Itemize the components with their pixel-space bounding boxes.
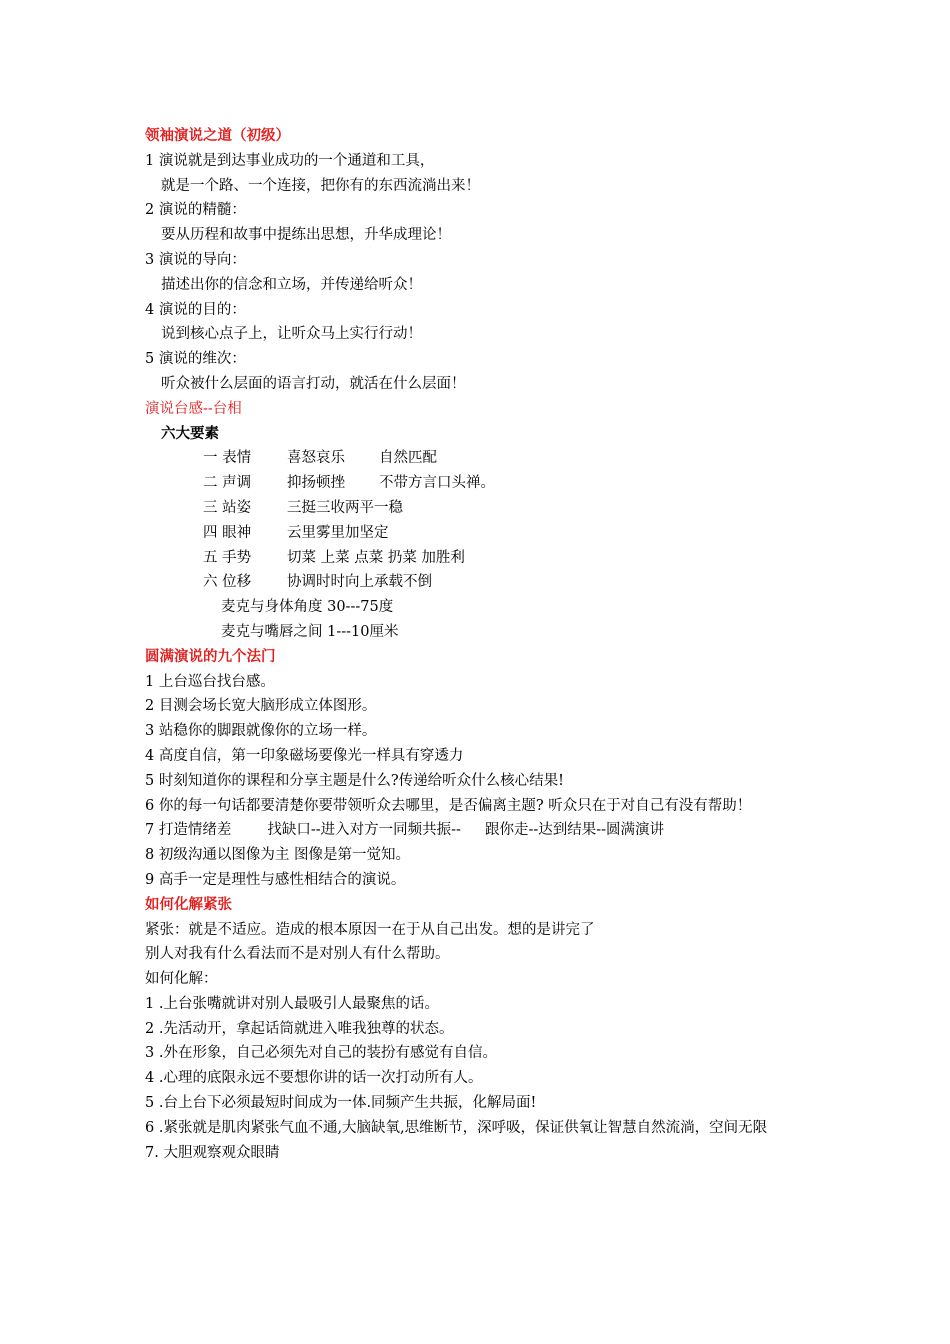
list-item: 3 演说的导向： bbox=[145, 251, 246, 268]
list-item: 1 .上台张嘴就讲对别人最吸引人最聚焦的话。 bbox=[145, 995, 439, 1012]
list-item: 4 演说的目的： bbox=[145, 301, 246, 318]
element-row: 五 手势 切菜 上菜 点菜 扔菜 加胜利 bbox=[203, 549, 465, 566]
list-item: 1 演说就是到达事业成功的一个通道和工具， bbox=[145, 152, 435, 169]
list-item: 3 .外在形象，自己必须先对自己的装扮有感觉有自信。 bbox=[145, 1045, 497, 1062]
list-item: 4 .心理的底限永远不要想你讲的话一次打动所有人。 bbox=[145, 1070, 483, 1087]
list-item-body: 要从历程和故事中提练出思想，升华成理论！ bbox=[161, 227, 451, 244]
element-row: 一 表情 喜怒哀乐 自然匹配 bbox=[203, 450, 437, 467]
list-item: 2 演说的精髓： bbox=[145, 202, 246, 219]
list-item: 6 .紧张就是肌肉紧张气血不通,大脑缺氧,思维断节，深呼吸，保证供氧让智慧自然流淌，空间无限 bbox=[145, 1119, 768, 1136]
section-title-relieve-nervousness: 如何化解紧张 bbox=[145, 895, 232, 913]
list-item: 6 你的每一句话都要清楚你要带领听众去哪里，是否偏离主题? 听众只在于对自己有没有帮助！ bbox=[145, 797, 752, 814]
intro-text: 紧张：就是不适应。造成的根本原因一在于从自己出发。想的是讲完了 bbox=[145, 921, 595, 938]
list-item: 2 .先活动开，拿起话筒就进入唯我独尊的状态。 bbox=[145, 1020, 454, 1037]
mic-distance-note: 麦克与嘴唇之间 1---10厘米 bbox=[221, 623, 399, 640]
list-item-body: 听众被什么层面的语言打动，就活在什么层面！ bbox=[161, 375, 466, 392]
list-item: 5 演说的维次： bbox=[145, 351, 246, 368]
document-content bbox=[145, 124, 805, 1165]
list-item-body: 就是一个路、一个连接，把你有的东西流淌出来！ bbox=[161, 177, 480, 194]
element-row: 六 位移 协调时时向上承载不倒 bbox=[203, 574, 432, 591]
section-title-nine-methods: 圆满演说的九个法门 bbox=[145, 647, 276, 665]
list-item: 5 时刻知道你的课程和分享主题是什么?传递给听众什么核心结果! bbox=[145, 772, 564, 789]
list-item: 7. 大胆观察观众眼睛 bbox=[145, 1144, 280, 1161]
list-item: 4 高度自信，第一印象磁场要像光一样具有穿透力 bbox=[145, 747, 464, 764]
section-title-leadership-speech: 领袖演说之道（初级） bbox=[145, 127, 290, 144]
list-item: 1 上台巡台找台感。 bbox=[145, 673, 275, 690]
section-title-stage-presence: 演说台感--台相 bbox=[145, 400, 242, 417]
list-item: 8 初级沟通以图像为主 图像是第一觉知。 bbox=[145, 847, 410, 864]
intro-text: 别人对我有什么看法而不是对别人有什么帮助。 bbox=[145, 946, 450, 963]
list-item-body: 说到核心点子上，让听众马上实行行动！ bbox=[161, 326, 422, 343]
list-item: 5 .台上台下必须最短时间成为一体.同频产生共振，化解局面! bbox=[145, 1095, 537, 1112]
list-item: 3 站稳你的脚跟就像你的立场一样。 bbox=[145, 723, 377, 740]
intro-text: 如何化解： bbox=[145, 971, 218, 988]
element-row: 二 声调 抑扬顿挫 不带方言口头禅。 bbox=[203, 475, 495, 492]
element-row: 三 站姿 三挺三收两平一稳 bbox=[203, 499, 403, 516]
list-item-body: 描述出你的信念和立场，并传递给听众！ bbox=[161, 276, 422, 293]
section-subtitle-six-elements: 六大要素 bbox=[161, 424, 219, 442]
list-item: 2 目测会场长宽大脑形成立体图形。 bbox=[145, 698, 377, 715]
list-item: 9 高手一定是理性与感性相结合的演说。 bbox=[145, 871, 406, 888]
element-row: 四 眼神 云里雾里加坚定 bbox=[203, 524, 389, 541]
list-item: 7 打造情绪差 找缺口--进入对方一同频共振-- 跟你走--达到结果--圆满演讲 bbox=[145, 822, 665, 839]
mic-angle-note: 麦克与身体角度 30---75度 bbox=[221, 599, 394, 616]
